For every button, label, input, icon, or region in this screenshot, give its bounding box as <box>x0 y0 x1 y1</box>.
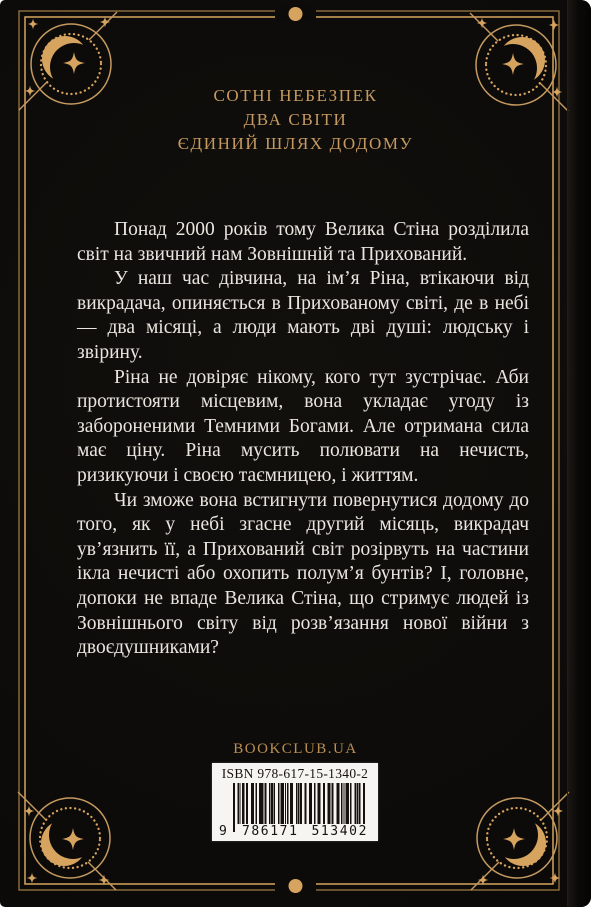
ean13-barcode <box>219 782 371 839</box>
synopsis-paragraph: У наш час дівчина, на ім’я Ріна, втікаючи від викрадача, опиняється в Прихованому світі, де в небі — два місяці, а люди мають дві душі: людську і звірину. <box>77 268 529 363</box>
crescent-moon-star-ornament-bottom-left <box>18 792 116 890</box>
tagline <box>0 84 591 156</box>
book-page-edge <box>567 0 591 907</box>
barcode-digit-lead: 9 <box>219 824 227 839</box>
barcode-bars <box>233 783 365 824</box>
crescent-moon-star-ornament-bottom-right <box>471 792 569 890</box>
isbn-barcode-block <box>212 763 378 841</box>
synopsis-paragraph: Понад 2000 років тому Велика Стіна розділила світ на звичний нам Зовнішній та Прихований. <box>77 219 529 265</box>
frame-top-center-dot <box>289 7 303 21</box>
synopsis-paragraph: Чи зможе вона встигнути повернутися додому до того, як у небі згасне другий місяць, викрадач ув’язнить її, а Прихований світ розірвуть на частини ікла нечисті або охопить полум’я бунтів? І, головне, допоки не впаде Велика Стіна, що стримує людей із Зовнішнього світу від розв’язання нової війни з двоєдушниками? <box>77 489 529 659</box>
publisher-website: BOOKCLUB.UA <box>233 741 358 757</box>
tagline-line-2: ДВА СВІТИ <box>243 110 348 129</box>
barcode-digits <box>219 823 371 839</box>
isbn-number: ISBN 978-617-15-1340-2 <box>221 766 369 781</box>
barcode-digit-group-2: 513402 <box>308 824 371 839</box>
synopsis <box>77 218 529 661</box>
synopsis-paragraph: Ріна не довіряє нікому, кого тут зустрічає. Аби протистояти місцевим, вона укладає угоду із забороненими Темними Богами. Але отримана сила має ціну. Ріна мусить полювати на нечисть, ризикуючи і своєю таємницею, і життям. <box>77 366 529 486</box>
frame-bottom-center-dot <box>289 879 303 893</box>
tagline-line-1: СОТНІ НЕБЕЗПЕК <box>213 86 378 105</box>
barcode-digit-group-1: 786171 <box>239 824 302 839</box>
tagline-line-3: ЄДИНИЙ ШЛЯХ ДОДОМУ <box>177 134 414 153</box>
